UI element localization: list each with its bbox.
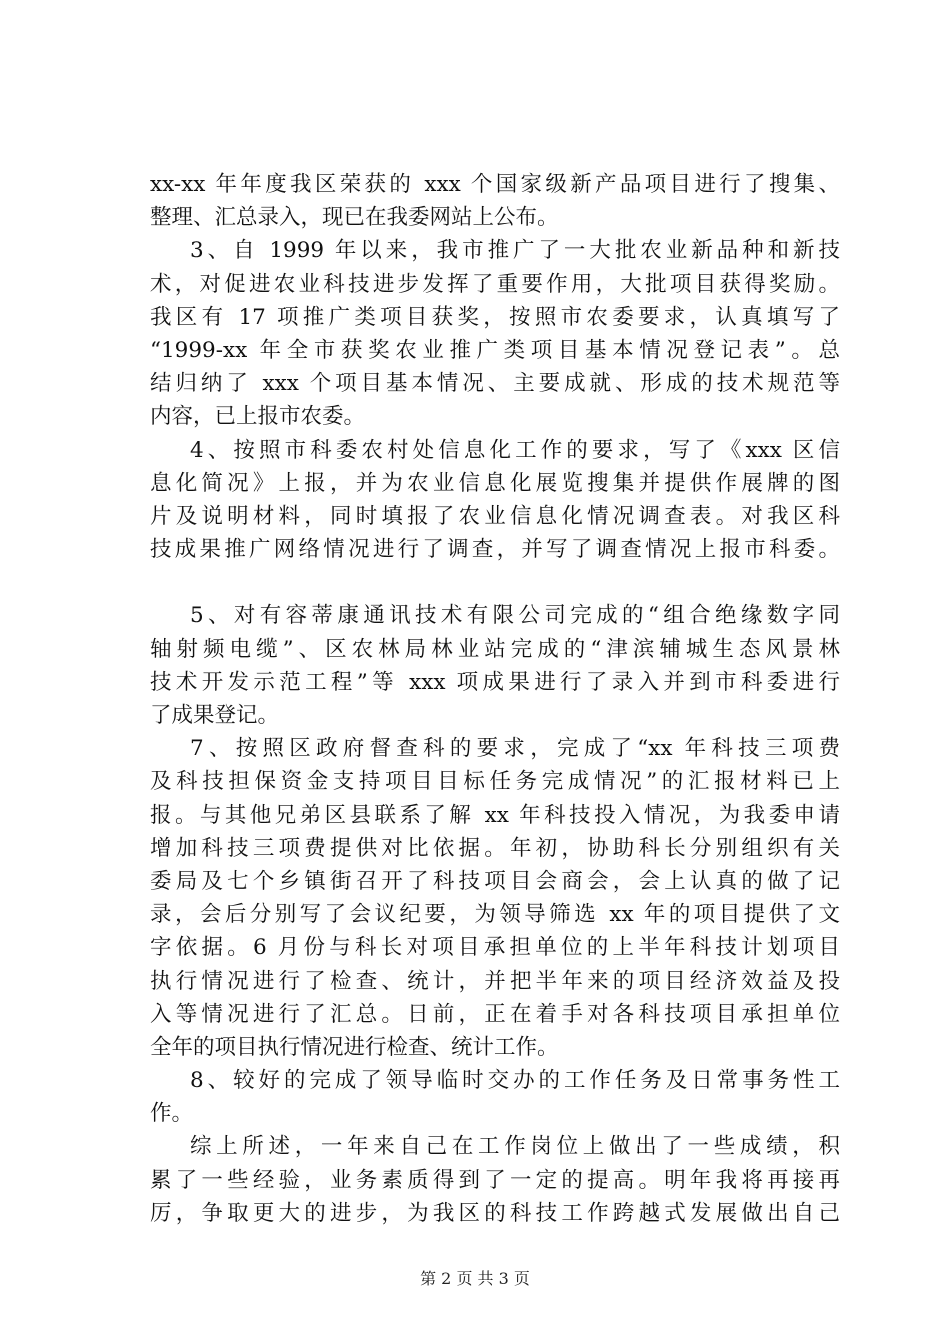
paragraph-5-start: 5、对有容蒂康通讯技术有限公司完成的“组合绝缘数字同 xyxy=(190,603,840,629)
text-line: 委局及七个乡镇街召开了科技项目会商会，会上认真的做了记 xyxy=(150,868,840,894)
text-line: 术，对促进农业科技进步发挥了重要作用，大批项目获得奖励。 xyxy=(150,271,840,297)
text-line: 轴射频电缆”、区农林局林业站完成的“津滨辅城生态风景林 xyxy=(150,636,840,662)
text-line: 结归纳了 xxx 个项目基本情况、主要成就、形成的技术规范等 xyxy=(150,371,840,397)
text-line: xx-xx 年年度我区荣获的 xxx 个国家级新产品项目进行了搜集、 xyxy=(150,172,840,197)
text-line: 我区有 17 项推广类项目获奖，按照市农委要求，认真填写了 xyxy=(150,304,840,330)
text-line: 报。与其他兄弟区县联系了解 xx 年科技投入情况，为我委申请 xyxy=(150,802,840,828)
document-body xyxy=(150,168,840,1230)
text-line: 息化简况》上报，并为农业信息化展览搜集并提供作展牌的图 xyxy=(150,470,840,496)
text-line: 录，会后分别写了会议纪要，为领导筛选 xx 年的项目提供了文 xyxy=(150,902,840,928)
paragraph-8-start: 8、较好的完成了领导临时交办的工作任务及日常事务性工 xyxy=(190,1068,840,1094)
paragraph-3-start: 3、自 1999 年以来，我市推广了一大批农业新品种和新技 xyxy=(190,238,840,264)
paragraph-4-start: 4、按照市科委农村处信息化工作的要求，写了《xxx 区信 xyxy=(190,437,840,463)
text-line: 字依据。6 月份与科长对项目承担单位的上半年科技计划项目 xyxy=(150,935,840,961)
text-line: 片及说明材料，同时填报了农业信息化情况调查表。对我区科 xyxy=(150,503,840,529)
text-line: 技成果推广网络情况进行了调查，并写了调查情况上报市科委。 xyxy=(150,537,840,563)
text-line: 厉，争取更大的进步，为我区的科技工作跨越式发展做出自己 xyxy=(150,1200,840,1226)
paragraph-7-start: 7、按照区政府督查科的要求，完成了“xx 年科技三项费 xyxy=(190,736,840,762)
text-line: 累了一些经验，业务素质得到了一定的提高。明年我将再接再 xyxy=(150,1167,840,1193)
paragraph-gap xyxy=(150,566,840,599)
text-line: 内容，已上报市农委。 xyxy=(150,404,366,430)
text-line: 入等情况进行了汇总。日前，正在着手对各科技项目承担单位 xyxy=(150,1001,840,1027)
text-line: 整理、汇总录入，现已在我委网站上公布。 xyxy=(150,205,559,231)
text-line: 执行情况进行了检查、统计，并把半年来的项目经济效益及投 xyxy=(150,968,840,994)
text-line: 技术开发示范工程”等 xxx 项成果进行了录入并到市科委进行 xyxy=(150,669,840,695)
text-line: “1999-xx 年全市获奖农业推广类项目基本情况登记表”。总 xyxy=(150,337,840,363)
summary-paragraph-start: 综上所述，一年来自己在工作岗位上做出了一些成绩，积 xyxy=(190,1134,840,1160)
text-line: 增加科技三项费提供对比依据。年初，协助科长分别组织有关 xyxy=(150,835,840,861)
text-line: 全年的项目执行情况进行检查、统计工作。 xyxy=(150,1034,559,1060)
text-line: 作。 xyxy=(150,1101,194,1127)
text-line: 了成果登记。 xyxy=(150,703,280,728)
page-number-footer: 第 2 页 共 3 页 xyxy=(420,1269,530,1288)
text-line: 及科技担保资金支持项目目标任务完成情况”的汇报材料已上 xyxy=(150,769,840,795)
